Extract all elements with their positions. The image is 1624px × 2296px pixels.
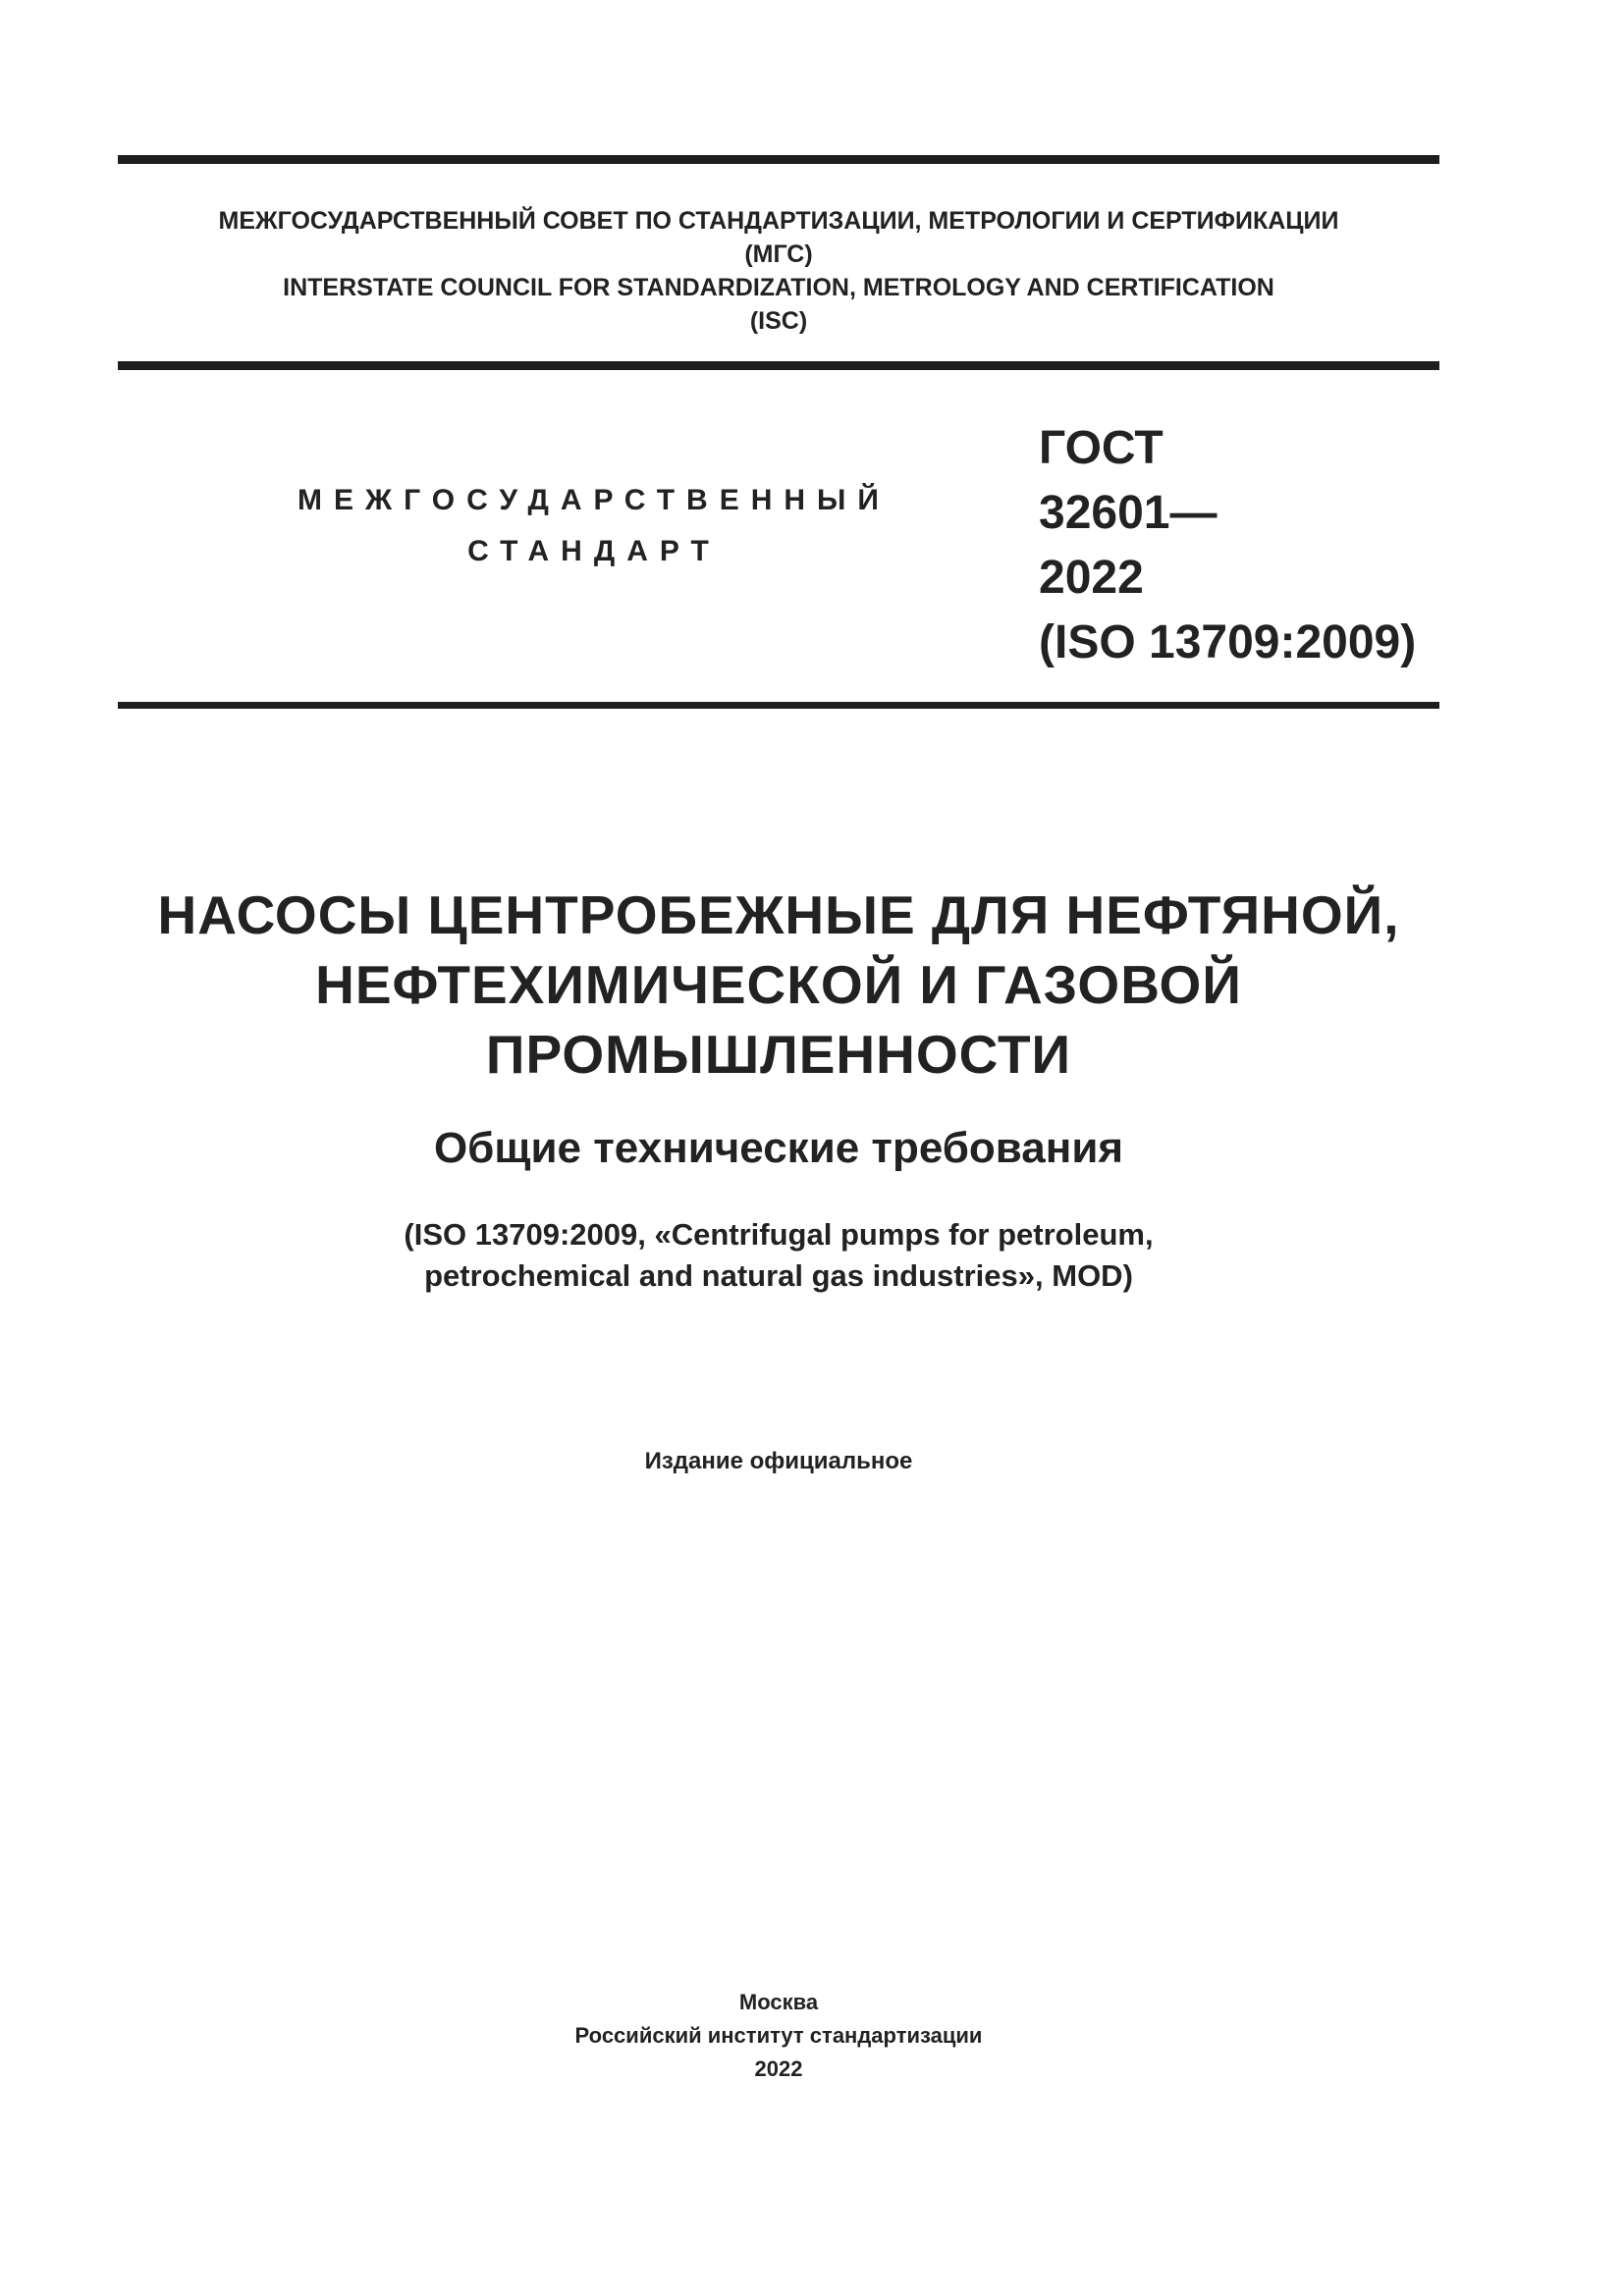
document-title bbox=[118, 881, 1439, 1090]
title-line1: НАСОСЫ ЦЕНТРОБЕЖНЫЕ ДЛЯ НЕФТЯНОЙ, bbox=[157, 884, 1400, 945]
council-name-en: INTERSTATE COUNCIL FOR STANDARDIZATION, METROLOGY AND CERTIFICATION bbox=[283, 274, 1274, 301]
middle-divider-rule bbox=[118, 361, 1439, 370]
standard-type-line1: МЕЖГОСУДАРСТВЕННЫЙ bbox=[298, 484, 891, 516]
document-subtitle: Общие технические требования bbox=[433, 1124, 1124, 1172]
council-abbr-ru: (МГС) bbox=[744, 240, 813, 268]
council-name-ru: МЕЖГОСУДАРСТВЕННЫЙ СОВЕТ ПО СТАНДАРТИЗАЦИИ, МЕТРОЛОГИИ И СЕРТИФИКАЦИИ bbox=[218, 207, 1339, 235]
iso-reference bbox=[118, 1214, 1439, 1297]
standard-type-label bbox=[236, 475, 952, 577]
publisher-name: Российский институт стандартизации bbox=[574, 2023, 983, 2048]
publisher-city: Москва bbox=[738, 1990, 819, 2014]
designation-prefix: ГОСТ bbox=[1039, 422, 1164, 474]
council-abbr-en: (ISC) bbox=[749, 307, 808, 335]
edition-note: Издание официальное bbox=[644, 1448, 913, 1474]
title-line3: ПРОМЫШЛЕННОСТИ bbox=[485, 1024, 1072, 1085]
iso-reference-line2: petrochemical and natural gas industries», MOD) bbox=[424, 1258, 1133, 1293]
designation-iso: (ISO 13709:2009) bbox=[1039, 616, 1417, 668]
designation-number: 32601— bbox=[1039, 487, 1218, 539]
publisher-block bbox=[118, 1986, 1439, 2086]
title-line2: НЕФТЕХИМИЧЕСКОЙ И ГАЗОВОЙ bbox=[315, 954, 1242, 1015]
publisher-year: 2022 bbox=[754, 2056, 803, 2081]
council-header bbox=[118, 204, 1439, 338]
top-divider-rule bbox=[118, 155, 1439, 164]
iso-reference-line1: (ISO 13709:2009, «Centrifugal pumps for petroleum, bbox=[404, 1217, 1154, 1252]
standard-designation bbox=[1039, 416, 1432, 675]
designation-year: 2022 bbox=[1039, 552, 1144, 604]
standard-type-line2: СТАНДАРТ bbox=[467, 535, 721, 567]
bottom-divider-rule bbox=[118, 702, 1439, 709]
